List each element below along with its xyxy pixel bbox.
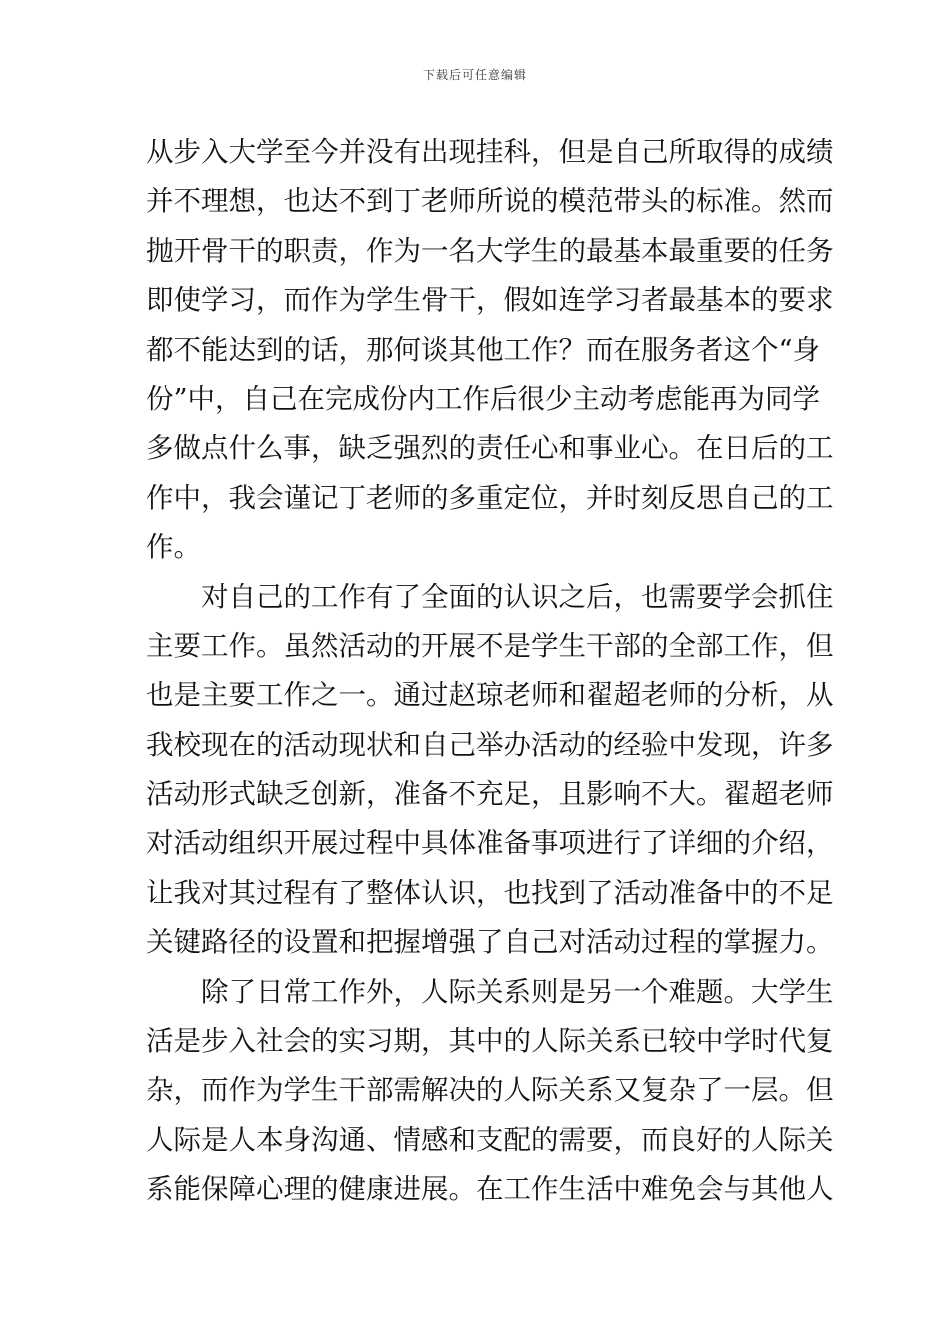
text-line: 份”中，自己在完成份内工作后很少主动考虑能再为同学 bbox=[146, 382, 821, 415]
text-line: 从步入大学至今并没有出现挂科，但是自己所取得的成绩 bbox=[146, 136, 834, 168]
text-line: 抛开骨干的职责，作为一名大学生的最基本最重要的任务 bbox=[146, 234, 834, 267]
text-line: 活是步入社会的实习期，其中的人际关系已较中学时代复 bbox=[146, 1025, 834, 1058]
text-line: 主要工作。虽然活动的开展不是学生干部的全部工作，但 bbox=[146, 629, 834, 662]
paragraph-first-line: 对自己的工作有了全面的认识之后，也需要学会抓住 bbox=[201, 580, 834, 613]
text-line: 都不能达到的话，那何谈其他工作？而在服务者这个“身 bbox=[146, 333, 821, 366]
text-line: 也是主要工作之一。通过赵琼老师和翟超老师的分析，从 bbox=[146, 679, 834, 712]
body-text bbox=[146, 128, 834, 1215]
text-line: 我校现在的活动现状和自己举办活动的经验中发现，许多 bbox=[146, 728, 834, 761]
text-line: 即使学习，而作为学生骨干，假如连学习者最基本的要求 bbox=[146, 284, 834, 317]
paragraph-first-line: 除了日常工作外，人际关系则是另一个难题。大学生 bbox=[201, 975, 834, 1008]
text-line: 并不理想，也达不到丁老师所说的模范带头的标准。然而 bbox=[146, 185, 834, 218]
text-line: 系能保障心理的健康进展。在工作生活中难免会与其他人 bbox=[146, 1173, 834, 1206]
text-line: 活动形式缺乏创新，准备不充足，且影响不大。翟超老师 bbox=[146, 778, 834, 811]
text-line: 对活动组织开展过程中具体准备事项进行了详细的介绍， bbox=[146, 827, 834, 860]
text-line: 多做点什么事，缺乏强烈的责任心和事业心。在日后的工 bbox=[146, 432, 834, 465]
text-line: 关键路径的设置和把握增强了自己对活动过程的掌握力。 bbox=[146, 926, 834, 959]
header-note: 下载后可任意编辑 bbox=[422, 68, 527, 82]
text-line: 作中，我会谨记丁老师的多重定位，并时刻反思自己的工 bbox=[146, 481, 834, 514]
text-line: 杂，而作为学生干部需解决的人际关系又复杂了一层。但 bbox=[146, 1074, 834, 1107]
text-line: 人际是人本身沟通、情感和支配的需要，而良好的人际关 bbox=[146, 1123, 834, 1156]
text-line: 让我对其过程有了整体认识，也找到了活动准备中的不足 bbox=[146, 876, 834, 909]
text-line: 作。 bbox=[146, 531, 201, 564]
